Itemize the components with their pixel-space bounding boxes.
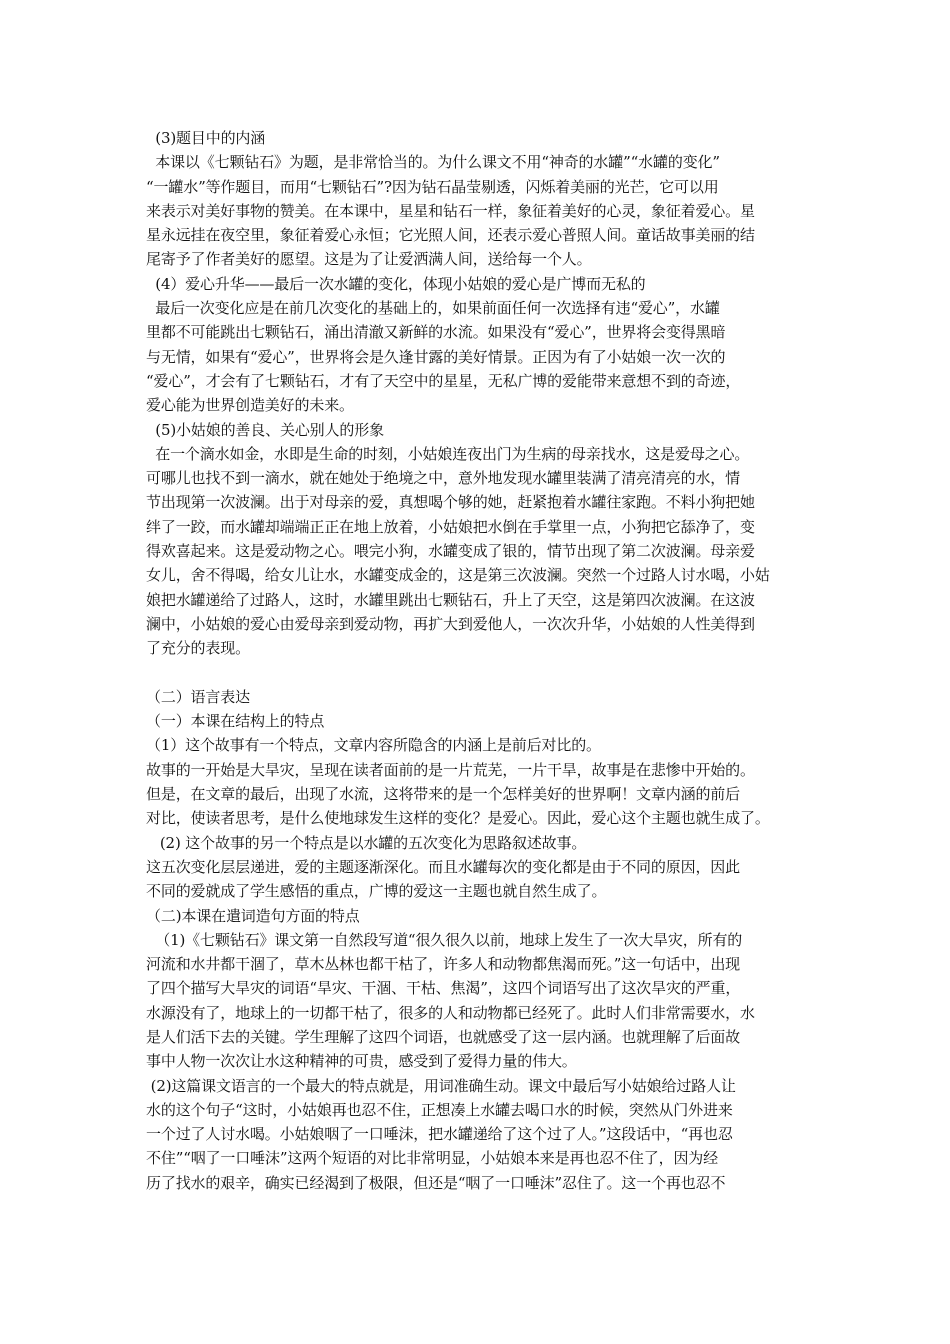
text-line: “爱心”，才会有了七颗钻石，才有了天空中的星星，无私广博的爱能带来意想不到的奇迹， <box>146 371 741 390</box>
text-line: 不住”“咽了一口唾沫”这两个短语的对比非常明显，小姑娘本来是再也忍不住了，因为经 <box>146 1149 719 1168</box>
text-line: (3)题目中的内涵 <box>146 129 266 147</box>
text-line: 来表示对美好事物的赞美。在本课中，星星和钻石一样，象征着美好的心灵，象征着爱心。星 <box>146 201 755 220</box>
text-line: 故事的一开始是大旱灾，呈现在读者面前的是一片荒芜，一片干旱，故事是在悲惨中开始的。 <box>146 760 755 779</box>
document-body <box>146 126 816 1195</box>
text-line: 是人们活下去的关键。学生理解了这四个词语，也就感受了这一层内涵。也就理解了后面故 <box>146 1027 741 1046</box>
text-line: 星永远挂在夜空里，象征着爱心永恒；它光照人间，还表示爱心普照人间。童话故事美丽的结 <box>146 226 755 245</box>
text-line: 澜中，小姑娘的爱心由爱母亲到爱动物，再扩大到爱他人，一次次升华，小姑娘的人性美得到 <box>146 614 755 633</box>
text-line: 一个过了人讨水喝。小姑娘咽了一口唾沫，把水罐递给了这个过了人。”这段话中，“再也忍 <box>146 1125 733 1144</box>
text-line: (2) 这个故事的另一个特点是以水罐的五次变化为思路叙述故事。 <box>146 833 587 852</box>
text-line: 得欢喜起来。这是爱动物之心。喂完小狗，水罐变成了银的，情节出现了第二次波澜。母亲爱 <box>146 542 755 561</box>
text-line: 里都不可能跳出七颗钻石，涌出清澈又新鲜的水流。如果没有“爱心”，世界将会变得黑暗 <box>146 323 726 342</box>
text-line: (2)这篇课文语言的一个最大的特点就是，用词准确生动。课文中最后写小姑娘给过路人让 <box>146 1076 736 1095</box>
text-line: （1)《七颗钻石》课文第一自然段写道“很久很久以前，地球上发生了一次大旱灾，所有的 <box>146 930 743 949</box>
text-line: 娘把水罐递给了过路人，这时，水罐里跳出七颗钻石，升上了天空，这是第四次波澜。在这波 <box>146 590 755 609</box>
text-line: 在一个滴水如金，水即是生命的时刻，小姑娘连夜出门为生病的母亲找水，这是爱母之心。 <box>146 444 750 463</box>
text-line: 节出现第一次波澜。出于对母亲的爱，真想喝个够的她，赶紧抱着水罐往家跑。不料小狗把她 <box>146 493 755 512</box>
text-line: 水源没有了，地球上的一切都干枯了，很多的人和动物都已经死了。此时人们非常需要水，水 <box>146 1003 755 1022</box>
text-line: (5)小姑娘的善良、关心别人的形象 <box>146 420 384 439</box>
text-line: (4）爱心升华——最后一次水罐的变化，体现小姑娘的爱心是广博而无私的 <box>146 274 646 293</box>
text-line: （二）语言表达 <box>146 687 250 706</box>
text-line: 了四个描写大旱灾的词语“旱灾、干涸、干枯、焦渴”，这四个词语写出了这次旱灾的严重， <box>146 979 741 998</box>
text-line: 了充分的表现。 <box>146 639 250 658</box>
text-line: 尾寄予了作者美好的愿望。这是为了让爱洒满人间，送给每一个人。 <box>146 250 592 269</box>
text-line: （一）本课在结构上的特点 <box>146 712 325 731</box>
text-line <box>146 661 816 685</box>
text-line: 本课以《七颗钻石》为题，是非常恰当的。为什么课文不用“神奇的水罐”“水罐的变化” <box>146 153 720 172</box>
text-line: 爱心能为世界创造美好的未来。 <box>146 396 354 415</box>
text-line: 可哪儿也找不到一滴水，就在她处于绝境之中，意外地发现水罐里装满了清亮清亮的水，情 <box>146 469 741 488</box>
text-line: 绊了一跤，而水罐却端端正正在地上放着，小姑娘把水倒在手掌里一点，小狗把它舔净了，变 <box>146 517 755 536</box>
text-line: 河流和水井都干涸了，草木丛林也都干枯了，许多人和动物都焦渴而死。”这一句话中，出现 <box>146 955 741 974</box>
text-line: 但是，在文章的最后，出现了水流，这将带来的是一个怎样美好的世界啊！文章内涵的前后 <box>146 785 741 804</box>
text-line: 最后一次变化应是在前几次变化的基础上的，如果前面任何一次选择有违“爱心”，水罐 <box>146 299 720 318</box>
text-line: 事中人物一次次让水这种精神的可贵，感受到了爱得力量的伟大。 <box>146 1052 577 1071</box>
text-line: （1）这个故事有一个特点，文章内容所隐含的内涵上是前后对比的。 <box>146 736 601 755</box>
text-line: 与无情，如果有“爱心”，世界将会是久逢甘露的美好情景。正因为有了小姑娘一次一次的 <box>146 347 726 366</box>
text-line: “一罐水”等作题目，而用“七颗钻石”?因为钻石晶莹剔透，闪烁着美丽的光芒，它可以用 <box>146 177 719 196</box>
text-line: 不同的爱就成了学生感悟的重点，广博的爱这一主题也就自然生成了。 <box>146 882 607 901</box>
text-line: （二)本课在遣词造句方面的特点 <box>146 906 360 925</box>
text-line: 水的这个句子“这时，小姑娘再也忍不住，正想凑上水罐去喝口水的时候，突然从门外进来 <box>146 1100 733 1119</box>
text-line: 女儿，舍不得喝，给女儿让水，水罐变成金的，这是第三次波澜。突然一个过路人讨水喝，小姑 <box>146 566 770 585</box>
text-line: 对比，使读者思考，是什么使地球发生这样的变化？是爱心。因此，爱心这个主题也就生成了。 <box>146 809 770 828</box>
text-line: 这五次变化层层递进，爱的主题逐渐深化。而且水罐每次的变化都是由于不同的原因，因此 <box>146 857 741 876</box>
text-line: 历了找水的艰辛，确实已经渴到了极限，但还是“咽了一口唾沫”忍住了。这一个再也忍不 <box>146 1173 726 1192</box>
